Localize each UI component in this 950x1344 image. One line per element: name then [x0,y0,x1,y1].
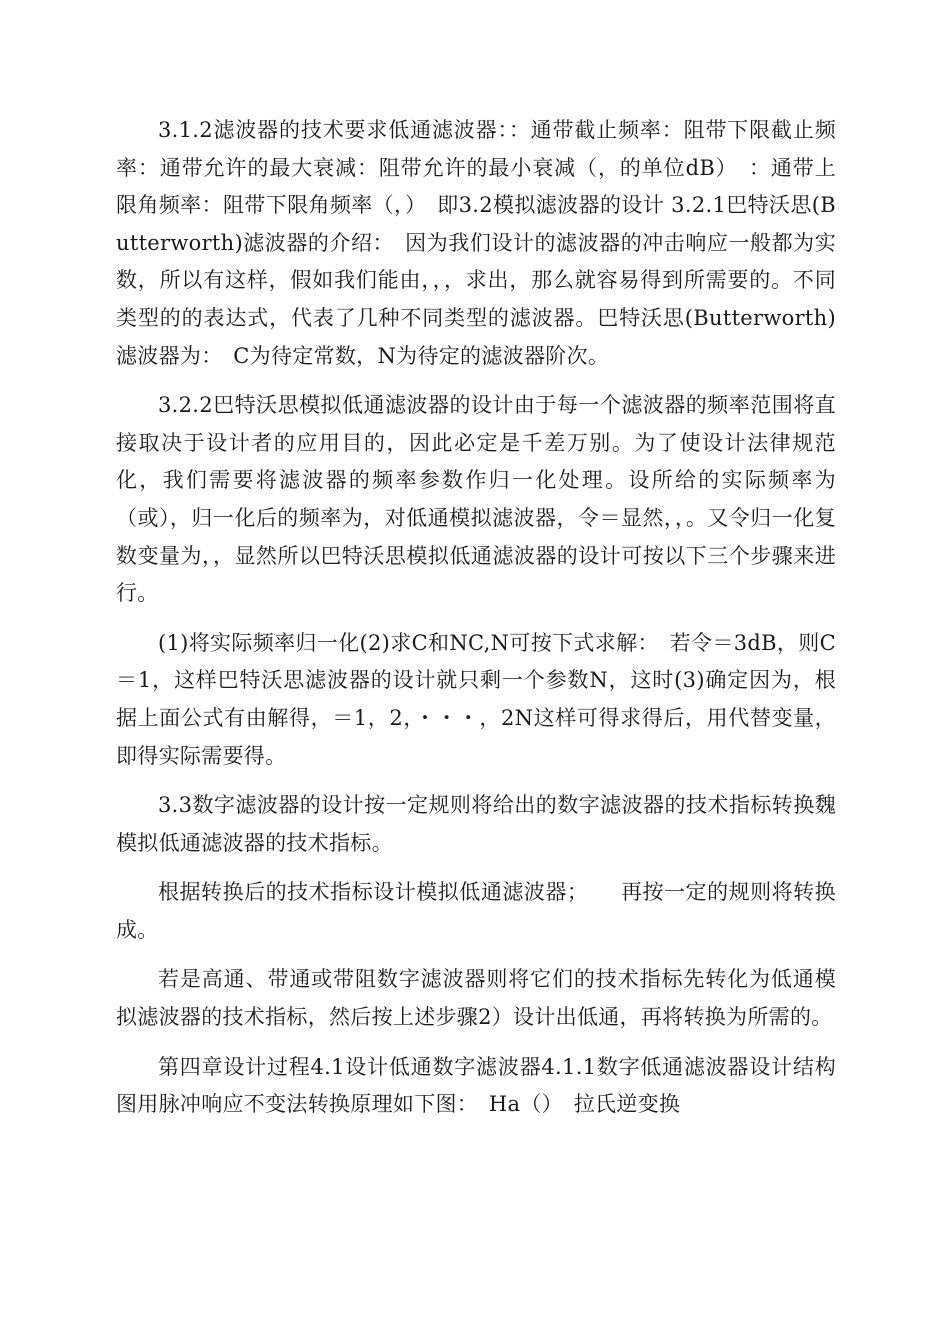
paragraph-digital-filter-design: 3.3数字滤波器的设计按一定规则将给出的数字滤波器的技术指标转换魏模拟低通滤波器的技术指标。 [116,793,836,855]
document-body [116,112,836,1136]
paragraph-butterworth-design: 3.2.2巴特沃思模拟低通滤波器的设计由于每一个滤波器的频率范围将直接取决于设计者的应用目的，因此必定是千差万别。为了使设计法律规范化，我们需要将滤波器的频率参数作归一化处理。设所给的实际频率为（或），归一化后的频率为，对低通模拟滤波器，令＝显然，，。又令归一化复数变量为，，显然所以巴特沃思模拟低通滤波器的设计可按以下三个步骤来进行。 [116,393,836,606]
paragraph-highpass-bandpass: 若是高通、带通或带阻数字滤波器则将它们的技术指标先转化为低通模拟滤波器的技术指标，然后按上述步骤2）设计出低通，再将转换为所需的。 [116,967,836,1030]
paragraph-conversion: 根据转换后的技术指标设计模拟低通滤波器； 再按一定的规则将转换成。 [116,880,836,942]
paragraph-chapter-four: 第四章设计过程4.1设计低通数字滤波器4.1.1数字低通滤波器设计结构图用脉冲响应不变法转换原理如下图： Ha（） 拉氏逆变换 [116,1054,836,1117]
paragraph-filter-requirements: 3.1.2滤波器的技术要求低通滤波器：：通带截止频率：阻带下限截止频率：通带允许的最大衰减：阻带允许的最小衰减（，的单位dB） ：通带上限角频率：阻带下限角频率（，） 即3.2模拟滤波器的设计 3.2.1巴特沃思(Butterworth)滤波器的介绍： 因为我们设计的滤波器的冲击响应一般都为实数，所以有这样，假如我们能由，，，求出，那么就容易得到所需要的。不同类型的的表达式，代表了几种不同类型的滤波器。巴特沃思(Butterworth)滤波器为： C为待定常数，N为待定的滤波器阶次。 [116,118,836,368]
paragraph-design-steps: (1)将实际频率归一化(2)求C和NC,N可按下式求解： 若令＝3dB，则C＝1，这样巴特沃思滤波器的设计就只剩一个参数N，这时(3)确定因为，根据上面公式有由解得，＝1，2，・・・，2N这样可得求得后，用代替变量，即得实际需要得。 [116,630,836,768]
